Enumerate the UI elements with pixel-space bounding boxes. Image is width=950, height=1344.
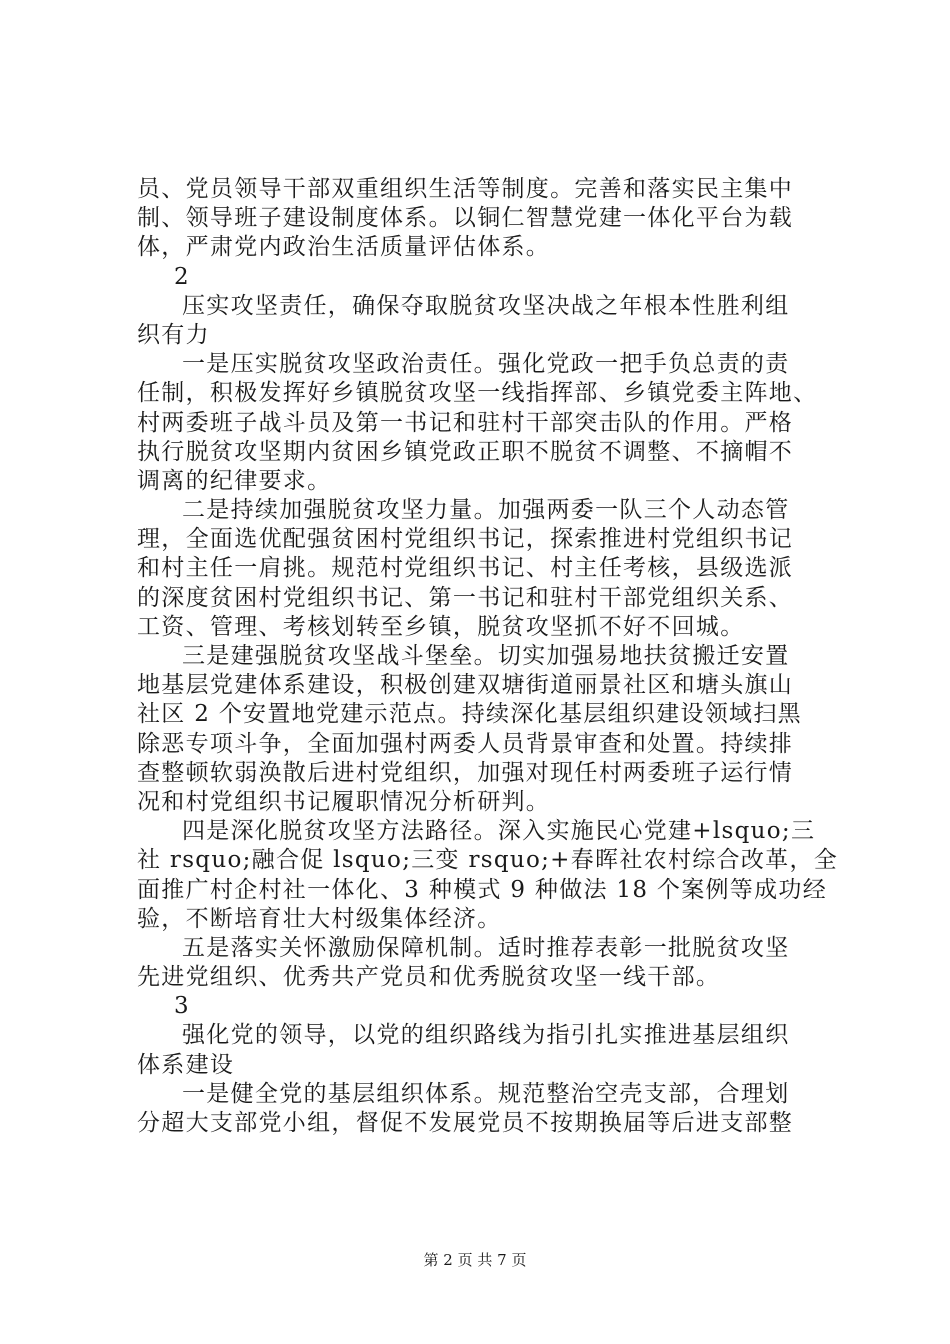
text-line: 先进党组织、优秀共产党员和优秀脱贫攻坚一线干部。 [137, 964, 721, 991]
text-line: 二是持续加强脱贫攻坚力量。加强两委一队三个人动态管 [182, 497, 790, 524]
text-line: 员、党员领导干部双重组织生活等制度。完善和落实民主集中 [137, 176, 794, 202]
text-line: 体，严肃党内政治生活质量评估体系。 [137, 234, 551, 261]
text-line: 除恶专项斗争，全面加强村两委人员背景审查和处置。持续排 [137, 730, 794, 757]
text-line: 社区 2 个安置地党建示范点。持续深化基层组织建设领域扫黑 [137, 701, 802, 728]
text-line: 任制，积极发挥好乡镇脱贫攻坚一线指挥部、乡镇党委主阵地、 [137, 380, 818, 407]
text-line: 查整顿软弱涣散后进村党组织，加强对现任村两委班子运行情 [137, 759, 794, 786]
text-line: 工资、管理、考核划转至乡镇，脱贫攻坚抓不好不回城。 [137, 613, 745, 640]
text-line: 四是深化脱贫攻坚方法路径。深入实施民心党建+lsquo;三 [182, 818, 816, 845]
text-line: 社 rsquo;融合促 lsquo;三变 rsquo;+春晖社农村综合改革，全 [137, 847, 839, 874]
text-line: 一是压实脱贫攻坚政治责任。强化党政一把手负总责的责 [182, 351, 790, 378]
text-line: 一是健全党的基层组织体系。规范整治空壳支部，合理划 [182, 1080, 790, 1107]
text-line: 村两委班子战斗员及第一书记和驻村干部突击队的作用。严格 [137, 409, 794, 436]
document-body [137, 175, 839, 1138]
section-number: 2 [174, 263, 190, 290]
text-line: 分超大支部党小组，督促不发展党员不按期换届等后进支部整 [137, 1110, 794, 1136]
text-line: 执行脱贫攻坚期内贫困乡镇党政正职不脱贫不调整、不摘帽不 [137, 438, 794, 465]
text-line: 面推广村企村社一体化、3 种模式 9 种做法 18 个案例等成功经 [137, 876, 827, 903]
text-line: 体系建设 [137, 1051, 235, 1078]
text-line: 压实攻坚责任，确保夺取脱贫攻坚决战之年根本性胜利组 [182, 292, 790, 319]
text-line: 强化党的领导，以党的组织路线为指引扎实推进基层组织 [182, 1022, 790, 1049]
text-line: 的深度贫困村党组织书记、第一书记和驻村干部党组织关系、 [137, 584, 794, 611]
text-line: 织有力 [137, 321, 210, 348]
text-line: 调离的纪律要求。 [137, 467, 332, 494]
text-line: 制、领导班子建设制度体系。以铜仁智慧党建一体化平台为载 [137, 205, 794, 232]
text-line: 五是落实关怀激励保障机制。适时推荐表彰一批脱贫攻坚 [182, 934, 790, 961]
text-line: 况和村党组织书记履职情况分析研判。 [137, 788, 551, 815]
text-line: 和村主任一肩挑。规范村党组织书记、村主任考核，县级选派 [137, 555, 794, 582]
page-footer: 第 2 页 共 7 页 [423, 1251, 527, 1269]
section-number: 3 [174, 993, 190, 1020]
text-line: 理，全面选优配强贫困村党组织书记，探索推进村党组织书记 [137, 526, 794, 553]
text-line: 三是建强脱贫攻坚战斗堡垒。切实加强易地扶贫搬迁安置 [182, 643, 790, 669]
text-line: 地基层党建体系建设，积极创建双塘街道丽景社区和塘头旗山 [137, 672, 794, 699]
text-line: 验，不断培育壮大村级集体经济。 [137, 905, 502, 932]
